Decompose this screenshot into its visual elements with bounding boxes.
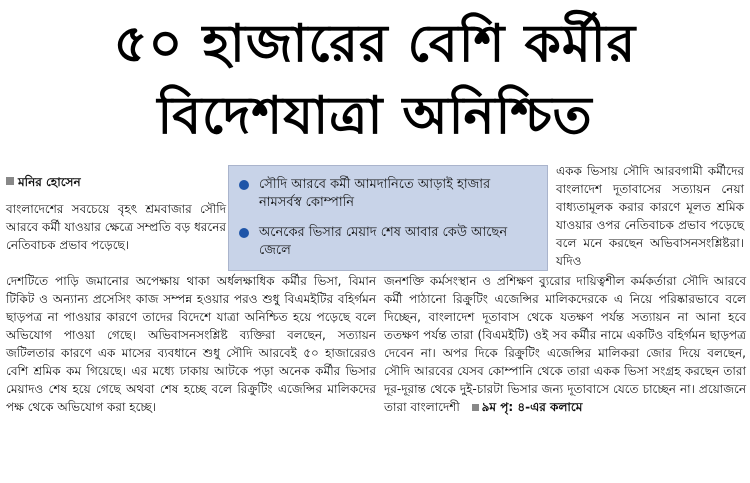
highlight-text: সৌদি আরবে কর্মী আমদানিতে আড়াই হাজার নামসর্বস্ব কোম্পানি (259, 177, 491, 210)
highlight-item (259, 176, 529, 212)
highlight-text: অনেকের ভিসার মেয়াদ শেষ আবার কেউ আছেন জেলে (259, 225, 508, 258)
blue-bullet-icon (239, 180, 249, 190)
byline-author: মনির হোসেন (18, 175, 81, 189)
body-paragraph-2: দেশটিতে পাড়ি জমানোর অপেক্ষায় থাকা অর্ধলক্ষাধিক কর্মীর ভিসা, বিমান টিকিট ও অন্যান্য প্রসেসিং কাজ সম্পন্ন হওয়ার পরও শুধু বিএমইটির বহির্গমন ছাড়পত্র না পাওয়ার কারণে তাদের বিদেশে যাত্রা অনিশ্চিত হয়ে পড়েছে বলে অভিযোগ পাওয়া গেছে। অভিবাসনসংশ্লিষ্ট ব্যক্তিরা বলছেন, সত্যায়ন জটিলতার কারণে এক মাসের ব্যবধানে শুধু সৌদি আরবেই ৫০ হাজারেরও বেশি শ্রমিক কম গিয়েছে। এর মধ্যে ঢাকায় আটকে পড়া অনেক কর্মীর ভিসার মেয়াদও শেষ হয়ে গেছে অথবা শেষ হচ্ছে বলে রিক্রুটিং এজেন্সির মালিকদের পক্ষ থেকে অভিযোগ করা হচ্ছে। (6, 274, 376, 414)
highlight-item (259, 224, 529, 260)
highlight-box (228, 165, 548, 271)
square-bullet-icon (472, 404, 479, 411)
body-paragraph-1: বাংলাদেশের সবচেয়ে বৃহৎ শ্রমবাজার সৌদি আরবে কর্মী যাওয়ার ক্ষেত্রে সম্প্রতি বড় ধরনের নেতিবাচক প্রভাব পড়েছে। (6, 202, 226, 252)
byline (6, 174, 81, 194)
body-paragraph-3: একক ভিসায় সৌদি আরবগামী কর্মীদের বাংলাদেশ দূতাবাসের সত্যায়ন নেয়া বাধ্যতামূলক করার কারণে মূলত শ্রমিক যাওয়ার ওপর নেতিবাচক প্রভাব পড়েছে বলে মনে করছেন অভিবাসনসংশ্লিষ্টরা। যদিও (556, 164, 744, 268)
square-bullet-icon (6, 177, 14, 185)
body-paragraph-4-text: জনশক্তি কর্মসংস্থান ও প্রশিক্ষণ ব্যুরোর দায়িত্বশীল কর্মকর্তারা সৌদি আরবে কর্মী পাঠানো রিক্রুটিং এজেন্সির মালিকদেরকে এ নিয়ে পরিষ্কারভাবে বলে দিচ্ছেন, বাংলাদেশ দূতাবাস থেকে যতক্ষণ পর্যন্ত সত্যায়ন না আনা হবে ততক্ষণ পর্যন্ত তারা (বিএমইটি) ওই সব কর্মীর নামে একটিও বহির্গমন ছাড়পত্র দেবেন না। অপর দিকে রিক্রুটিং এজেন্সির মালিকরা জোর দিয়ে বলছেন, সৌদি আরবের যেসব কোম্পানি থেকে তারা একক ভিসা সংগ্রহ করছেন তারা দূর-দূরান্ত থেকে দুই-চারটা ভিসার জন্য দূতাবাসে যেতে চাচ্ছেন না। প্রয়োজনে তারা বাংলাদেশী (384, 274, 746, 414)
body-paragraph-4 (384, 272, 746, 416)
headline-line-1: ৫০ হাজারের বেশি কর্মীর (113, 14, 637, 74)
blue-bullet-icon (239, 228, 249, 238)
headline-line-2: বিদেশযাত্রা অনিশ্চিত (157, 86, 593, 146)
continued-on-link[interactable] (472, 400, 583, 414)
continued-on-text: ৯ম পৃ: ৪-এর কলামে (481, 400, 583, 414)
